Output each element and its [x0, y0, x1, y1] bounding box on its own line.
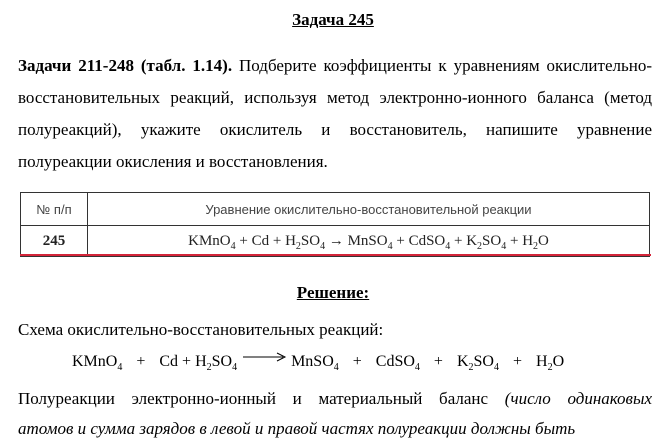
task-description	[18, 50, 652, 178]
row-number: 245	[21, 226, 88, 257]
table-row	[21, 226, 650, 257]
balance-paragraph	[18, 384, 652, 414]
scheme-label: Схема окислительно-восстановительных реакций:	[18, 320, 384, 339]
reaction-arrow-icon	[241, 352, 287, 362]
task-text: Подберите коэффициенты к уравнениям окислительно-восстановительных реакций, используя метод электронно-ионного баланса (метод полуреакций), укажите окислитель и восстановитель, напишите уравнение полуреакции окисления и восстановления.	[18, 56, 652, 171]
balance-note: (число одинаковых	[504, 389, 652, 408]
balance-intro: Полуреакции электронно-ионный и материальный баланс	[18, 389, 489, 408]
task-label: Задачи 211-248 (табл. 1.14).	[18, 56, 233, 75]
balance-continuation: атомов и сумма зарядов в левой и правой частях полуреакции должны быть	[18, 419, 576, 438]
header-number: № п/п	[21, 193, 88, 226]
reaction-table	[20, 192, 650, 257]
row-equation: KMnO$_4$ + $Cd + H_2SO_4$ → MnSO$_4$ + CdSO$_4$ + $K_2SO_4 + H_2O$	[88, 226, 650, 257]
header-equation: Уравнение окислительно-восстановительной реакции	[88, 193, 650, 226]
table-header-row	[21, 193, 650, 226]
solution-heading: Решение:	[296, 283, 370, 302]
reaction-scheme: KMnO$_4$ + $Cd + H_2SO_4$ MnSO$_4$ + CdSO$_4$ + $K_2SO_4 + H_2O$	[72, 353, 565, 374]
accent-divider	[20, 254, 651, 256]
page-title: Задача 245	[292, 10, 374, 29]
